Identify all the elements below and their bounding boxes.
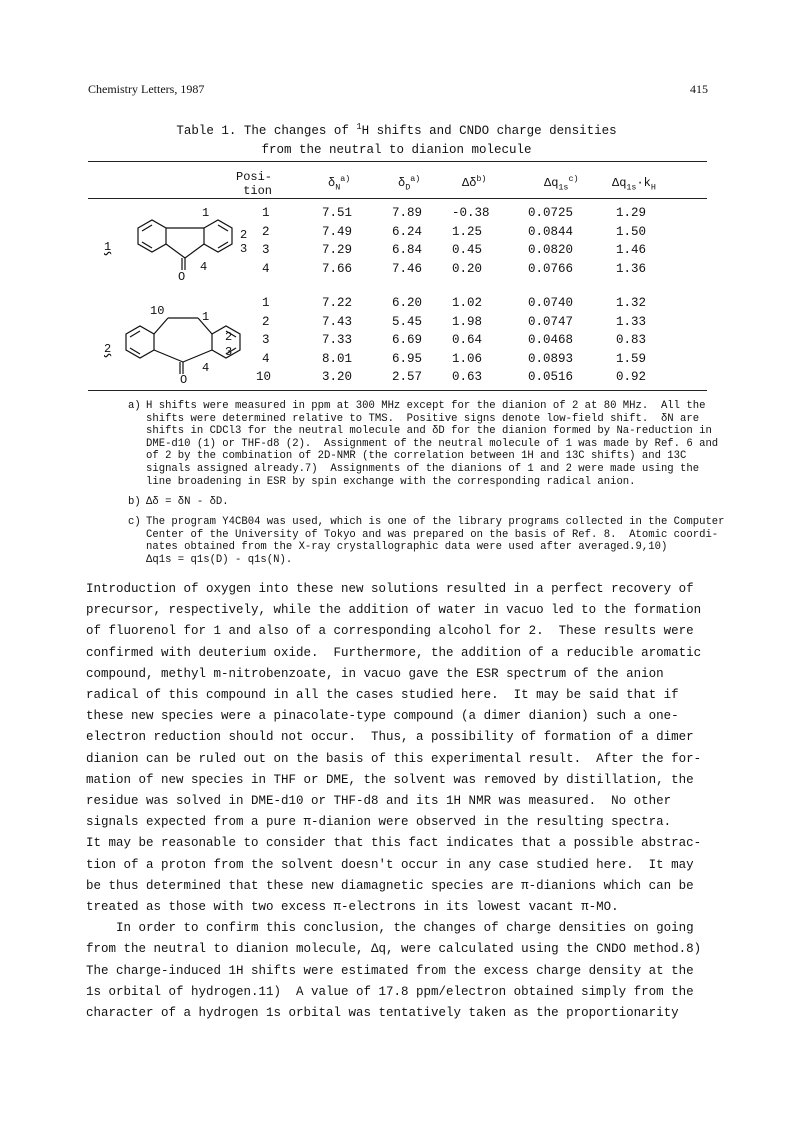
table-cell: 0.0766: [528, 261, 574, 276]
table-cell: 2: [262, 314, 270, 329]
structure2-label-o: O: [180, 373, 188, 387]
footnote-a-label: a): [128, 400, 141, 412]
text-line: H shifts were measured in ppm at 300 MHz except for the dianion of 2 at 80 MHz. All the: [146, 400, 706, 412]
table-cell: 1.02: [452, 296, 483, 310]
col-header-dq: $\Delta q_{1s}^{c)}$: [544, 174, 579, 193]
table-cell: 7.29: [322, 243, 353, 257]
structure1-label-3: 3: [240, 242, 248, 256]
table-cell: 7.46: [392, 261, 423, 276]
table-cell: 3: [262, 333, 270, 347]
compound-1-label: 1: [104, 240, 112, 254]
text-line: The program Y4CB04 was used, which is one of the library programs collected in the Computer: [146, 516, 725, 528]
table-cell: 1.33: [616, 314, 647, 329]
table-cell: 4: [262, 351, 270, 366]
page-number: 415: [690, 82, 708, 96]
table-cell: 3.20: [322, 370, 353, 384]
text-line: residue was solved in DME-d10 or THF-d8 and its 1H NMR was measured. No other: [86, 794, 672, 808]
footnote-b-text: Δδ = δN - δD.: [146, 496, 229, 508]
table-cell: 7.22: [322, 296, 353, 310]
text-line: Δq1s = q1s(D) - q1s(N).: [146, 553, 293, 566]
table-cell: 7.33: [322, 333, 353, 347]
table-cell: 2.57: [392, 370, 423, 384]
table-cell: 1.25: [452, 224, 483, 239]
structure2-label-4: 4: [202, 361, 210, 375]
table-cell: 0.0820: [528, 243, 574, 257]
table-cell: 1: [262, 296, 270, 310]
text-line: character of a hydrogen 1s orbital was tentatively taken as the proportionarity: [86, 1006, 679, 1020]
table-cell: 1.32: [616, 296, 647, 310]
table-cell: 0.0725: [528, 206, 574, 220]
text-line: Center of the University of Tokyo and was prepared on the basis of Ref. 8. Atomic coordi-: [146, 528, 719, 541]
text-line: electron reduction should not occur. Thus, a possibility of formation of a dimer: [86, 730, 694, 745]
text-line: 1s orbital of hydrogen.11) A value of 17.8 ppm/electron obtained simply from the: [86, 984, 694, 999]
text-line: radical of this compound in all the cases studied here. It may be said that if: [86, 688, 679, 702]
table-cell: 1.06: [452, 351, 483, 366]
col-header-dqk: $\Delta q_{1s}\cdot k_H$: [612, 176, 656, 193]
text-line: treated as those with two excess π-electrons in its lowest vacant π-MO.: [86, 900, 619, 914]
structure1-label-4: 4: [200, 260, 208, 274]
text-line: of 2 by the combination of 2D-NMR (the correlation between 1H and 13C shifts) and 13C: [146, 450, 687, 463]
table-cell: 0.83: [616, 333, 647, 347]
table-cell: -0.38: [452, 206, 490, 220]
structure2-label-3: 3: [225, 345, 233, 359]
table-cell: 0.0893: [528, 351, 574, 366]
text-line: mation of new species in THF or DME, the solvent was removed by distillation, the: [86, 772, 694, 787]
structure1-label-1: 1: [202, 206, 210, 220]
table-cell: 1: [262, 206, 270, 220]
table-cell: 7.49: [322, 224, 353, 239]
text-line: tion of a proton from the solvent doesn't occur in any case studied here. It may: [86, 857, 694, 872]
text-line: DME-d10 (1) or THF-d8 (2). Assignment of the neutral molecule of 1 was made by Ref. 6 and: [146, 437, 719, 450]
text-line: signals assigned already.7) Assignments of the dianions of 1 and 2 were made using the: [146, 463, 700, 475]
structure2-label-2: 2: [225, 330, 233, 344]
table-cell: 3: [262, 243, 270, 257]
text-line: In order to confirm this conclusion, the changes of charge densities on going: [86, 921, 694, 936]
text-line: Introduction of oxygen into these new solutions resulted in a perfect recovery of: [86, 582, 694, 596]
table-cell: 6.84: [392, 243, 423, 257]
text-line: line broadening in ESR by spin exchange with the corresponding radical anion.: [146, 475, 636, 488]
table-cell: 7.43: [322, 314, 353, 329]
table-cell: 0.92: [616, 370, 647, 384]
table-cell: 1.59: [616, 351, 647, 366]
text-line: signals expected from a pure π-dianion were observed in the resulting spectra.: [86, 815, 672, 830]
table-cell: 6.20: [392, 296, 423, 310]
table-cell: 0.20: [452, 261, 483, 276]
table-cell: 0.0747: [528, 314, 574, 329]
table-cell: 6.95: [392, 351, 423, 366]
table-cell: 6.24: [392, 224, 423, 239]
text-line: compound, methyl m-nitrobenzoate, in vacuo gave the ESR spectrum of the anion: [86, 666, 664, 681]
table-cell: 0.0844: [528, 224, 574, 239]
col-header-delta-d: $\delta_D^{a)}$: [398, 174, 421, 193]
table-header-rule: [88, 198, 707, 199]
structure2-label-10: 10: [150, 304, 165, 318]
table-cell: 4: [262, 261, 270, 276]
col-header-delta-delta: $\Delta\delta^{b)}$: [462, 174, 487, 190]
table-cell: 7.66: [322, 261, 353, 276]
structure1-label-2: 2: [240, 228, 248, 242]
table-cell: 0.0516: [528, 370, 574, 384]
table-cell: 2: [262, 224, 270, 239]
text-line: of fluorenol for 1 and also of a corresponding alcohol for 2. These results were: [86, 624, 694, 639]
table-cell: 7.51: [322, 206, 353, 220]
table-cell: 0.63: [452, 370, 483, 384]
journal-header: Chemistry Letters, 1987: [88, 82, 205, 96]
text-line: confirmed with deuterium oxide. Furthermore, the addition of a reducible aromatic: [86, 645, 702, 660]
table-cell: 7.89: [392, 206, 423, 220]
footnote-b-label: b): [128, 496, 141, 508]
table-caption-line1: Table 1. The changes of $^1$H shifts and CNDO charge densities: [176, 121, 617, 138]
table-cell: 0.0740: [528, 296, 574, 310]
structure1-label-o: O: [178, 270, 186, 284]
footnote-c-label: c): [128, 516, 141, 528]
structure2-label-1: 1: [202, 310, 210, 324]
table-caption-line2: from the neutral to dianion molecule: [261, 143, 532, 157]
col-header-delta-n: $\delta_N^{a)}$: [328, 174, 351, 193]
compound-2-label: 2: [104, 342, 112, 356]
col-header-position: Posi- tion: [236, 170, 273, 198]
text-line: precursor, respectively, while the addition of water in vacuo led to the formation: [86, 603, 702, 618]
text-line: be thus determined that these new diamagnetic species are π-dianions which can be: [86, 878, 694, 893]
table-bottom-rule: [88, 390, 707, 391]
text-line: dianion can be ruled out on the basis of this experimental result. After the for-: [86, 751, 702, 766]
text-line: It may be reasonable to consider that this fact indicates that a possible abstrac-: [86, 836, 702, 851]
text-line: The charge-induced 1H shifts were estimated from the excess charge density at the: [86, 963, 694, 978]
table-cell: 0.64: [452, 333, 483, 347]
table-cell: 0.0468: [528, 333, 574, 347]
table-cell: 1.29: [616, 206, 647, 220]
text-line: from the neutral to dianion molecule, Δq, were calculated using the CNDO method.8): [86, 942, 702, 957]
text-line: shifts in CDCl3 for the neutral molecule and δD for the dianion formed by Na-reduction in: [146, 425, 712, 438]
table-cell: 1.50: [616, 224, 647, 239]
table-cell: 1.46: [616, 243, 647, 257]
table-cell: 8.01: [322, 351, 353, 366]
text-line: shifts were determined relative to TMS. Positive signs denote low-field shift. δN are: [146, 412, 700, 425]
table-cell: 5.45: [392, 314, 423, 329]
table-cell: 1.36: [616, 261, 647, 276]
table-cell: 1.98: [452, 314, 483, 329]
table-top-rule: [88, 161, 707, 162]
table-cell: 6.69: [392, 333, 423, 347]
text-line: these new species were a pinacolate-type compound (a dimer dianion) such a one-: [86, 709, 679, 724]
table-cell: 0.45: [452, 243, 483, 257]
table-cell: 10: [256, 370, 272, 384]
text-line: nates obtained from the X-ray crystallographic data were used after averaged.9,10): [146, 541, 668, 554]
